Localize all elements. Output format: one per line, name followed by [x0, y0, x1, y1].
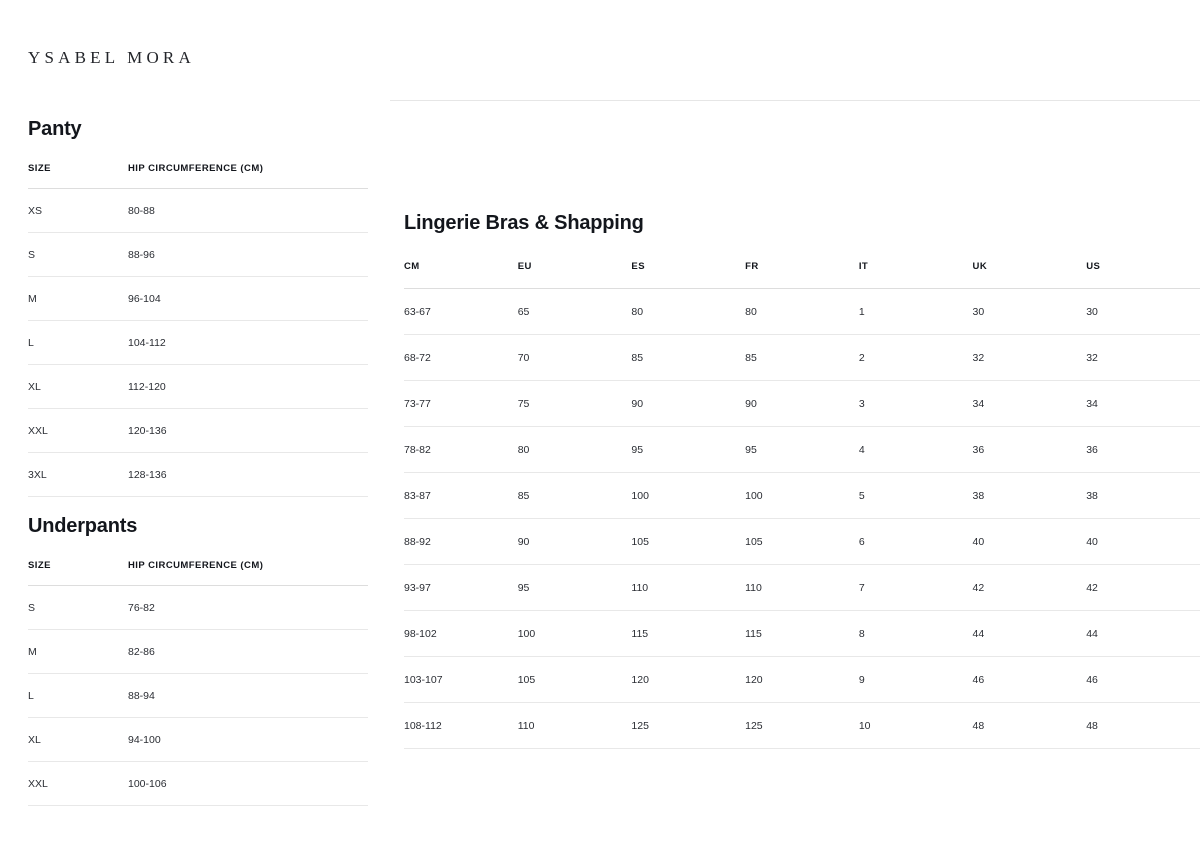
cell-hip: 96-104	[128, 277, 368, 321]
cell-es: 100	[631, 473, 745, 519]
cell-eu: 90	[518, 519, 632, 565]
cell-fr: 90	[745, 381, 859, 427]
cell-eu: 95	[518, 565, 632, 611]
cell-it: 3	[859, 381, 973, 427]
cell-size: M	[28, 277, 128, 321]
cell-cm: 78-82	[404, 427, 518, 473]
cell-it: 2	[859, 335, 973, 381]
cell-cm: 63-67	[404, 289, 518, 335]
table-row	[28, 453, 368, 497]
cell-eu: 75	[518, 381, 632, 427]
cell-uk: 30	[973, 289, 1087, 335]
table-header-row	[28, 163, 368, 189]
column-header-it: IT	[859, 261, 973, 289]
table-row	[404, 381, 1200, 427]
column-header-us: US	[1086, 261, 1200, 289]
table-row	[404, 565, 1200, 611]
cell-cm: 98-102	[404, 611, 518, 657]
cell-hip: 82-86	[128, 630, 368, 674]
table-row	[404, 519, 1200, 565]
table-row	[28, 189, 368, 233]
cell-eu: 105	[518, 657, 632, 703]
cell-it: 7	[859, 565, 973, 611]
table-row	[28, 718, 368, 762]
cell-size: L	[28, 321, 128, 365]
left-column	[28, 100, 368, 806]
cell-uk: 34	[973, 381, 1087, 427]
table-row	[28, 277, 368, 321]
column-header-eu: EU	[518, 261, 632, 289]
column-header-hip: HIP CIRCUMFERENCE (CM)	[128, 163, 368, 189]
table-header-row	[28, 560, 368, 586]
cell-es: 95	[631, 427, 745, 473]
cell-us: 32	[1086, 335, 1200, 381]
table-row	[404, 289, 1200, 335]
cell-us: 38	[1086, 473, 1200, 519]
cell-cm: 93-97	[404, 565, 518, 611]
table-row	[28, 409, 368, 453]
cell-eu: 70	[518, 335, 632, 381]
cell-us: 46	[1086, 657, 1200, 703]
table-row	[28, 586, 368, 630]
cell-it: 5	[859, 473, 973, 519]
table-row	[404, 657, 1200, 703]
cell-uk: 42	[973, 565, 1087, 611]
panty-table	[28, 163, 368, 497]
cell-hip: 104-112	[128, 321, 368, 365]
table-row	[404, 611, 1200, 657]
cell-fr: 120	[745, 657, 859, 703]
cell-es: 115	[631, 611, 745, 657]
cell-cm: 108-112	[404, 703, 518, 749]
cell-hip: 94-100	[128, 718, 368, 762]
panty-title: Panty	[28, 118, 82, 140]
cell-uk: 46	[973, 657, 1087, 703]
table-row	[28, 674, 368, 718]
cell-size: 3XL	[28, 453, 128, 497]
cell-eu: 80	[518, 427, 632, 473]
cell-fr: 95	[745, 427, 859, 473]
cell-cm: 88-92	[404, 519, 518, 565]
table-row	[404, 473, 1200, 519]
cell-it: 8	[859, 611, 973, 657]
column-header-size: SIZE	[28, 163, 128, 189]
cell-cm: 68-72	[404, 335, 518, 381]
cell-size: XS	[28, 189, 128, 233]
table-row	[404, 335, 1200, 381]
table-header-row	[404, 261, 1200, 289]
table-row	[28, 762, 368, 806]
cell-es: 85	[631, 335, 745, 381]
table-row	[28, 321, 368, 365]
cell-hip: 88-96	[128, 233, 368, 277]
cell-size: S	[28, 586, 128, 630]
column-header-es: ES	[631, 261, 745, 289]
cell-it: 6	[859, 519, 973, 565]
cell-es: 90	[631, 381, 745, 427]
cell-fr: 125	[745, 703, 859, 749]
cell-uk: 32	[973, 335, 1087, 381]
cell-us: 44	[1086, 611, 1200, 657]
table-row	[28, 365, 368, 409]
cell-fr: 100	[745, 473, 859, 519]
cell-size: M	[28, 630, 128, 674]
column-header-cm: CM	[404, 261, 518, 289]
cell-size: XL	[28, 365, 128, 409]
column-header-uk: UK	[973, 261, 1087, 289]
cell-us: 36	[1086, 427, 1200, 473]
right-column	[404, 100, 1200, 749]
cell-hip: 120-136	[128, 409, 368, 453]
cell-it: 4	[859, 427, 973, 473]
underpants-table	[28, 560, 368, 806]
cell-eu: 110	[518, 703, 632, 749]
cell-es: 80	[631, 289, 745, 335]
cell-uk: 40	[973, 519, 1087, 565]
cell-size: XL	[28, 718, 128, 762]
cell-hip: 76-82	[128, 586, 368, 630]
table-row	[404, 427, 1200, 473]
lingerie-title: Lingerie Bras & Shapping	[404, 212, 644, 234]
underpants-title: Underpants	[28, 515, 138, 537]
cell-eu: 85	[518, 473, 632, 519]
brand-logo: YSABEL MORA	[28, 48, 195, 67]
cell-fr: 110	[745, 565, 859, 611]
cell-uk: 38	[973, 473, 1087, 519]
lingerie-table	[404, 261, 1200, 749]
cell-fr: 80	[745, 289, 859, 335]
cell-hip: 80-88	[128, 189, 368, 233]
column-header-fr: FR	[745, 261, 859, 289]
table-row	[28, 233, 368, 277]
cell-hip: 128-136	[128, 453, 368, 497]
cell-uk: 48	[973, 703, 1087, 749]
cell-es: 125	[631, 703, 745, 749]
cell-uk: 44	[973, 611, 1087, 657]
cell-size: XXL	[28, 762, 128, 806]
cell-cm: 73-77	[404, 381, 518, 427]
cell-hip: 88-94	[128, 674, 368, 718]
table-row	[28, 630, 368, 674]
cell-size: XXL	[28, 409, 128, 453]
cell-us: 48	[1086, 703, 1200, 749]
cell-eu: 100	[518, 611, 632, 657]
column-header-size: SIZE	[28, 560, 128, 586]
cell-it: 1	[859, 289, 973, 335]
table-row	[404, 703, 1200, 749]
cell-us: 30	[1086, 289, 1200, 335]
cell-us: 34	[1086, 381, 1200, 427]
cell-es: 120	[631, 657, 745, 703]
cell-it: 9	[859, 657, 973, 703]
cell-fr: 105	[745, 519, 859, 565]
cell-size: S	[28, 233, 128, 277]
cell-fr: 85	[745, 335, 859, 381]
cell-hip: 100-106	[128, 762, 368, 806]
cell-us: 40	[1086, 519, 1200, 565]
cell-fr: 115	[745, 611, 859, 657]
cell-hip: 112-120	[128, 365, 368, 409]
column-header-hip: HIP CIRCUMFERENCE (CM)	[128, 560, 368, 586]
cell-uk: 36	[973, 427, 1087, 473]
cell-size: L	[28, 674, 128, 718]
cell-us: 42	[1086, 565, 1200, 611]
cell-es: 105	[631, 519, 745, 565]
cell-es: 110	[631, 565, 745, 611]
cell-cm: 83-87	[404, 473, 518, 519]
cell-eu: 65	[518, 289, 632, 335]
cell-it: 10	[859, 703, 973, 749]
cell-cm: 103-107	[404, 657, 518, 703]
